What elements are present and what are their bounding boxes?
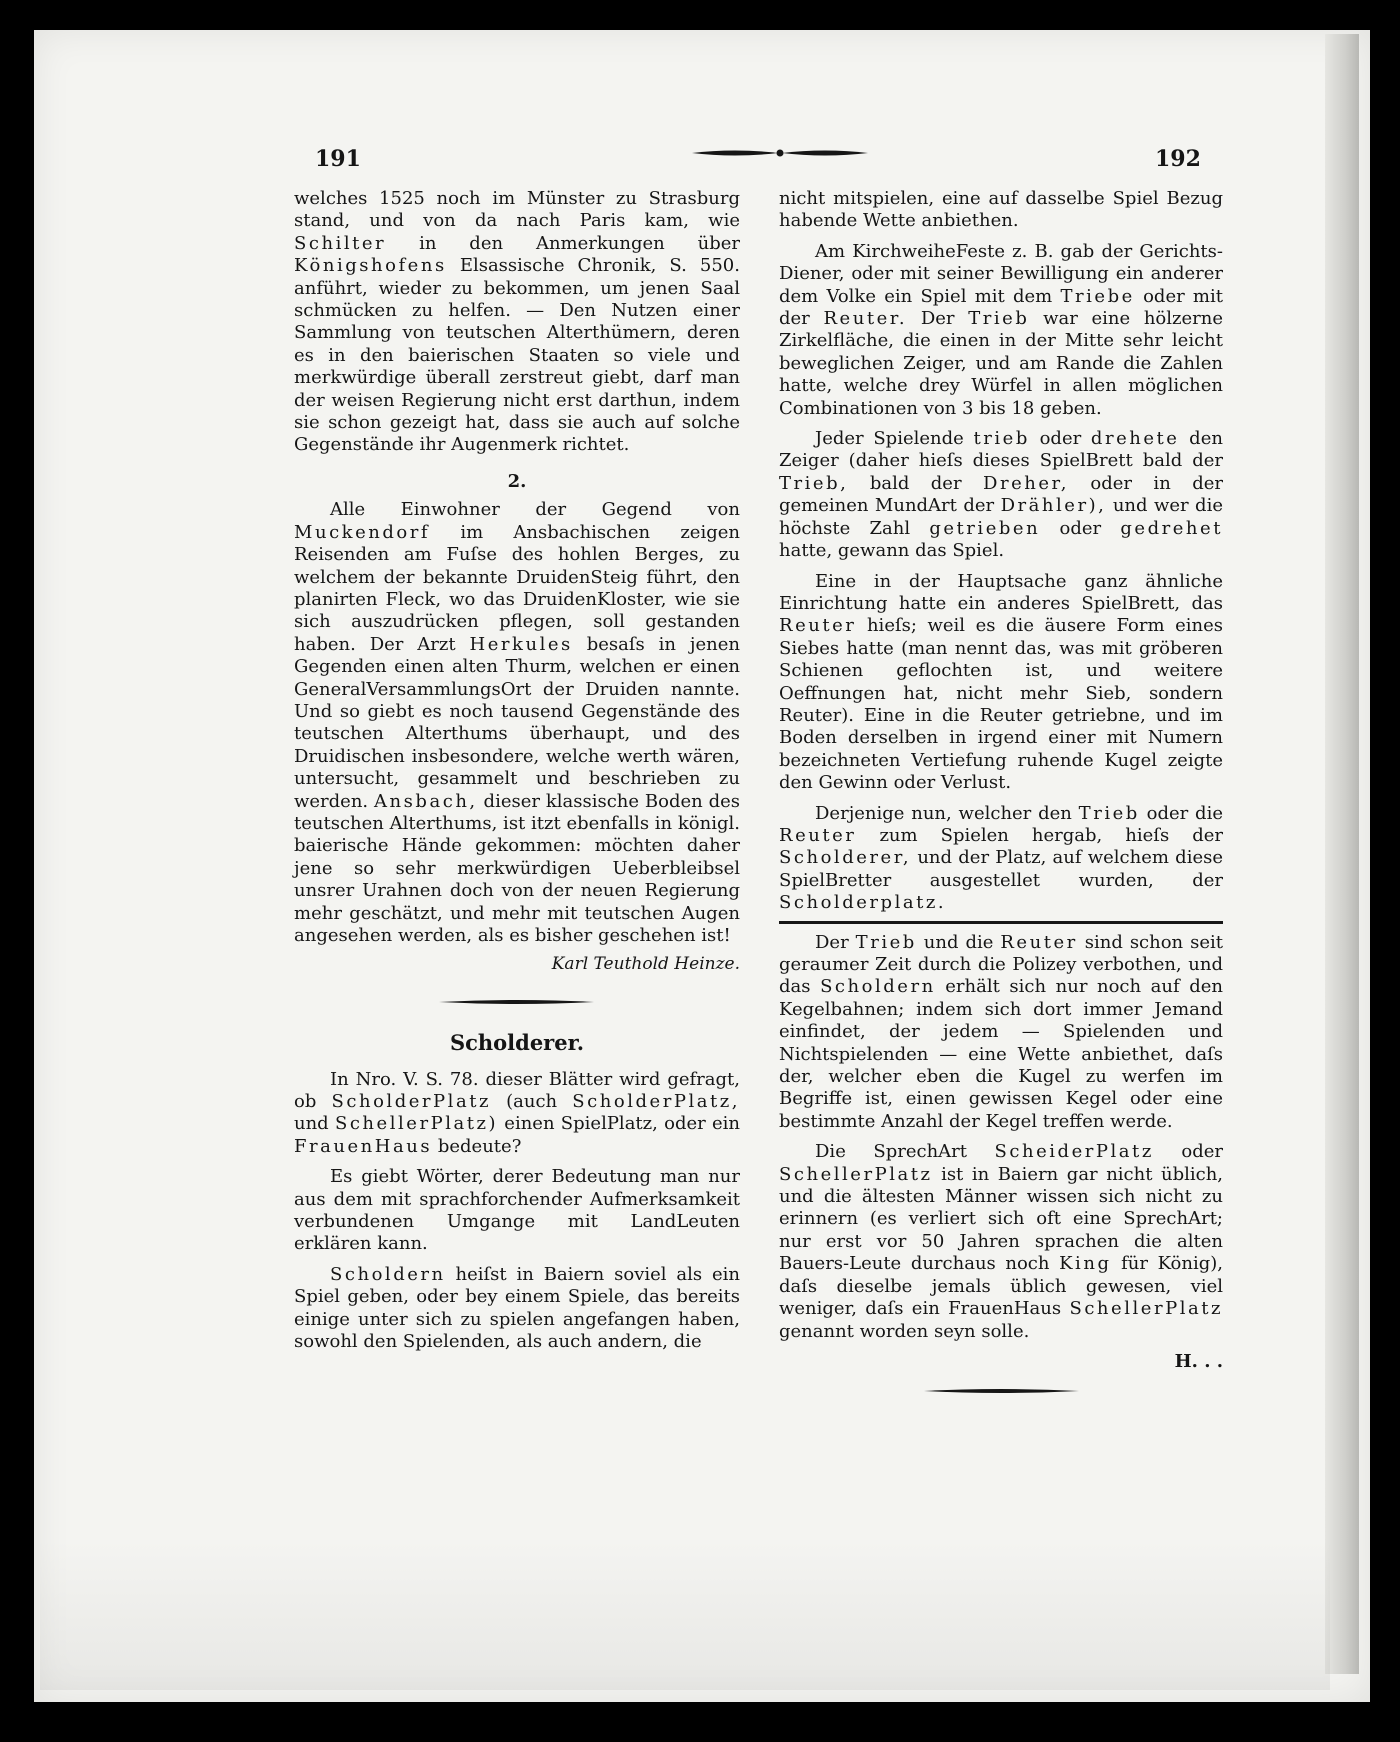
text-run: bedeute? (437, 1135, 522, 1157)
text-run: zum Spielen hergab, hieſs der (879, 824, 1223, 846)
text-run: (auch (506, 1091, 558, 1113)
text-run: und die (923, 931, 994, 953)
text-run: Elsassische Chronik, S. 550. anführt, wieder zu bekommen, um jenen Saal schmücken zu helfen. — Den Nutzen einer Sammlung von teutschen Alterthümern, deren es in den baierischen Staaten so viele und merkwürdige überall zerstreut giebt, darf man der weisen Regierung nicht erst darthun, indem sie schon gezeigt hat, dass sie auch auf solche Gegenstände ihr Augenmerk richtet. (294, 255, 740, 456)
spaced-name: ScholderPlatz, (572, 1091, 740, 1113)
text-run: Eine in der Hauptsache ganz ähnliche Einrichtung hatte ein anderes SpielBrett, das (779, 570, 1223, 614)
text-run: oder (1039, 428, 1082, 450)
spaced-name: Reuter (1000, 931, 1078, 953)
text-run: Alle Einwohner der Gegend von (330, 499, 740, 521)
spaced-name: FrauenHaus (294, 1135, 433, 1157)
right-column (779, 188, 1223, 1402)
text-run: heiſst in Baiern soviel als ein Spiel geben, oder bey einem Spiele, das bereits einige unter sich zu spielen angefangen haben, sowohl den Spielenden, als auch andern, die (294, 1263, 740, 1353)
text-run: in den Anmerkungen über (419, 232, 740, 254)
paper-stain (40, 1540, 1330, 1690)
text-run: war eine hölzerne Zirkelfläche, die einen in der Mitte sehr leicht beweglichen Zeiger, und am Rande die Zahlen hatte, welche drey Würfel in allen möglichen Combinationen von 3 bis 18 geben. (779, 308, 1223, 419)
section-number: 2. (507, 470, 527, 492)
paragraph-scholdern (294, 1264, 740, 1354)
left-column (294, 188, 740, 1354)
spaced-name: ScholderPlatz (331, 1091, 491, 1113)
text-run: hatte, gewann das Spiel. (779, 540, 1005, 562)
text-run: oder (1181, 1141, 1223, 1163)
text-run: besaſs in jenen Gegenden einen alten Thurm, welchen er einen GeneralVersammlungsOrt der Druiden nannte. Und so giebt es noch tausend Gegenstände des teutschen Alterthums überhaupt, und des Druidischen insbesondere, welche werth wären, untersucht, gesammelt und beschrieben zu werden. (294, 633, 740, 812)
paragraph-continuation: nicht mitspielen, eine auf dasselbe Spiel Bezug habende Wette anbiethen. (779, 188, 1223, 232)
text-run: oder (1059, 517, 1102, 539)
spaced-name: getrieben (929, 517, 1041, 539)
text-run: Der (920, 308, 955, 330)
spaced-name: Triebe (1060, 285, 1135, 307)
spaced-name: ScheiderPlatz (994, 1141, 1154, 1163)
spaced-name: gedrehet (1120, 517, 1223, 539)
text-run: dieser klassische Boden des teutschen Alterthums, ist itzt ebenfalls in königl. baierische Hände gekommen: möchten daher jene so sehr merkwürdigen Ueberbleibsel unsrer Urahnen doch von der neuen Regierung mehr geschätzt, und mehr mit teutschen Augen angesehen werden, als es bisher geschehen ist! (294, 790, 740, 946)
spaced-name: Schilter (294, 232, 387, 254)
text-run: oder mit der (779, 285, 1223, 330)
paragraph-reuter (779, 571, 1223, 795)
header-ornament-icon (690, 146, 870, 160)
spaced-name: Drähler), (1000, 495, 1107, 517)
text-run: und (294, 1113, 329, 1135)
paragraph-words: Es giebt Wörter, derer Bedeutung man nur aus dem mit sprachforchender Aufmerksamkeit verbundenen Umgange mit LandLeuten erklären kann. (294, 1166, 740, 1255)
end-initials: H. . . (1174, 1350, 1223, 1372)
spaced-name: Trieb, (779, 472, 849, 494)
spaced-name: Scholdern (820, 976, 936, 998)
text-run: Die SprechArt (815, 1141, 967, 1163)
paragraph-kirchweihe (779, 241, 1223, 420)
end-divider-icon (779, 1387, 1223, 1395)
spaced-name: Reuter (779, 615, 857, 637)
spaced-name: Reuter. (823, 308, 908, 330)
text-run: und wer die höchste Zahl (779, 495, 1223, 539)
text-run: sind schon seit geraumer Zeit durch die Polizey verbothen, und das (779, 931, 1223, 998)
paragraph-sprechart (779, 1141, 1223, 1343)
spaced-name: Reuter (779, 824, 857, 846)
paragraph-question (294, 1069, 740, 1159)
page-number-left: 191 (315, 146, 361, 172)
text-run: und der Platz, auf welchem diese SpielBretter ausgestellet wurden, der (779, 847, 1223, 891)
article-title: Scholderer. (449, 1030, 585, 1056)
paragraph-druids (294, 499, 740, 947)
page-edge-shadow (1325, 34, 1359, 1674)
text-run: genannt worden seyn solle. (779, 1320, 1030, 1342)
text-run: den Zeiger (daher hieſs dieses SpielBrett bald der (779, 428, 1223, 472)
text-run: einen SpielPlatz, oder ein (504, 1113, 740, 1135)
text-run: welches 1525 noch im Münster zu Strasburg stand, und von da nach Paris kam, wie (294, 188, 740, 232)
spaced-name: Herkules (469, 633, 573, 655)
spaced-name: Scholderer, (779, 847, 912, 869)
text-run: Jeder Spielende (815, 428, 964, 450)
paragraph-strasburg (294, 188, 740, 457)
spaced-name: King (1059, 1253, 1112, 1275)
paragraph-spielende (779, 428, 1223, 562)
section-divider-icon (294, 998, 740, 1006)
text-run: In Nro. V. S. 78. dieser Blätter wird gefragt, ob (294, 1068, 740, 1113)
spaced-name: drehete (1090, 428, 1180, 450)
text-run: hieſs; weil es die äusere Form eines Siebes hatte (man nennt das, was mit gröberen Schienen geflochten ist, und weitere Oeffnungen hat, nicht mehr Sieb, sondern Reuter). Eine in die Reuter getriebne, und im Boden derselben in irgend einer mit Numern bezeichneten Vertiefung ruhende Kugel zeigte den Gewinn oder Verlust. (779, 615, 1223, 794)
paragraph-scholderer (779, 803, 1223, 915)
text-run: erhält sich nur noch auf den Kegelbahnen; indem sich dort immer Jemand einfindet, der jedem — Spielenden und Nichtspielenden — eine Wette anbiethet, daſs der, welcher eben die Kugel zu werfen im Begriffe ist, einen gewissen Kegel oder eine bestimmte Anzahl der Kegel treffen werde. (779, 976, 1223, 1132)
spaced-name: Dreher, (983, 472, 1069, 494)
spaced-name: Trieb (855, 931, 917, 953)
spaced-name: Ansbach, (374, 790, 478, 812)
text-run: oder die (1146, 802, 1223, 824)
author-signature: Karl Teuthold Heinze. (551, 954, 740, 975)
spaced-name: SchellerPlatz (779, 1163, 933, 1185)
spaced-name: Trieb (968, 308, 1030, 330)
spaced-name: Königshofens (294, 255, 447, 277)
text-run: ist in Baiern gar nicht üblich, und die ältesten Männer wissen sich nicht zu erinnern (es verliert sich oft eine SprechArt; nur erst vor 50 Jahren sprachen die alten Bauers-Leute durchaus noch (779, 1163, 1224, 1275)
text-run: Derjenige nun, welcher den (815, 802, 1072, 824)
text-run: für König), daſs dieselbe jemals üblich gewesen, viel weniger, daſs ein FrauenHaus (779, 1253, 1223, 1320)
text-run: Der (815, 931, 849, 953)
text-run: im Ansbachischen zeigen Reisenden am Fuſse des hohlen Berges, zu welchem der bekannte DruidenSteig führt, den planirten Fleck, wo das DruidenKloster, wie sie sich auszudrücken pflegen, soll gestanden haben. Der Arzt (294, 521, 740, 655)
fold-line (779, 921, 1223, 924)
spaced-name: Scholdern (330, 1263, 446, 1285)
spaced-name: Scholderplatz. (779, 892, 947, 914)
page-number-right: 192 (1155, 146, 1201, 172)
spaced-name: Trieb (1078, 802, 1140, 824)
spaced-name: Muckendorf (294, 521, 431, 543)
paragraph-polizey (779, 932, 1223, 1134)
text-run: Am KirchweiheFeste z. B. gab der Gerichts-Diener, oder mit seiner Bewilligung ein anderer dem Volke ein Spiel mit dem (779, 240, 1223, 307)
text-run: bald der (869, 472, 962, 494)
spaced-name: SchellerPlatz (1069, 1298, 1223, 1320)
spaced-name: trieb (973, 428, 1030, 450)
text-run: oder in der gemeinen MundArt der (779, 472, 1223, 517)
spaced-name: SchellerPlatz) (334, 1113, 499, 1135)
